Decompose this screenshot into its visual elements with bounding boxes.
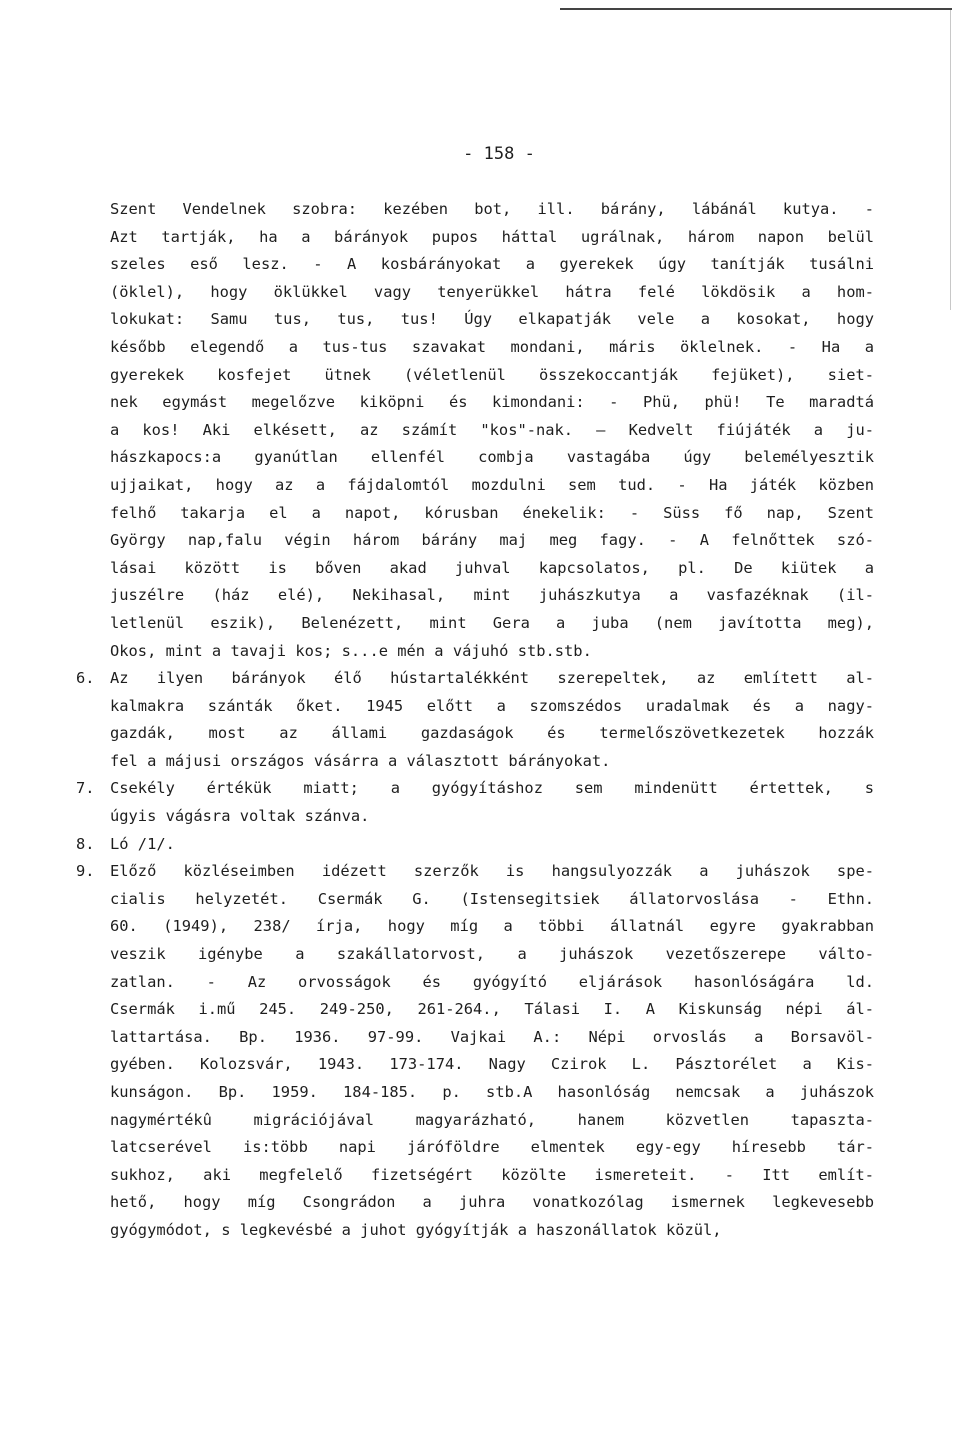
text-line [110,720,874,748]
line-text: gazdák, most az állami gazdaságok és termelőszövetkezetek hozzák [110,724,874,743]
text-line [110,638,874,666]
line-text: Előző közléseimben idézett szerzők is hangsulyozzák a juhászok spe- [110,862,874,881]
text-line [76,775,874,803]
top-scan-rule [560,8,952,10]
text-line [110,941,874,969]
line-text: Az ilyen bárányok élő hústartalékként szerepeltek, az említett al- [110,669,874,688]
line-text: fel a májusi országos vásárra a választott bárányokat. [110,751,611,770]
text-line [110,1189,874,1217]
line-text: később elegendő a tus-tus szavakat mondani, máris öklelnek. - Ha a [110,337,874,356]
text-line [110,196,874,224]
line-text: zatlan. - Az orvosságok és gyógyító eljárások hasonlóságára ld. [110,972,874,991]
line-text: Azt tartják, ha a bárányok pupos háttal ugrálnak, három napon belül [110,227,874,246]
text-line [76,858,874,886]
line-text: hászkapocs:a gyanútlan ellenfél combja vastagába úgy belemélyesztik [110,448,874,467]
line-text: kalmakra szánták őket. 1945 előtt a szomszédos uradalmak és a nagy- [110,696,874,715]
line-text: gyében. Kolozsvár, 1943. 173-174. Nagy Czirok L. Pásztorélet a Kis- [110,1055,874,1074]
text-line [110,444,874,472]
document-body [76,196,874,1245]
text-line [110,224,874,252]
line-text: (öklel), hogy öklükkel vagy tenyerükkel hátra felé lökdösik a hom- [110,282,874,301]
line-text: Csekély értékük miatt; a gyógyításhoz sem mindenütt értettek, s [110,779,874,798]
text-line [110,803,874,831]
line-text: Okos, mint a tavaji kos; s...e mén a vájuhó stb.stb. [110,641,592,660]
text-line [110,886,874,914]
text-line [110,1024,874,1052]
text-line [110,1134,874,1162]
note-number: 9. [76,862,95,881]
text-line [110,1051,874,1079]
text-line [110,527,874,555]
line-text: ujjaikat, hogy az a fájdalomtól mozdulni sem tud. - Ha játék közben [110,475,874,494]
text-line [110,279,874,307]
text-line [110,1162,874,1190]
line-text: latcserével is:több napi járóföldre elmentek egy-egy híresebb tár- [110,1138,874,1157]
note-number: 6. [76,669,95,688]
line-text: gyógymódot, s legkevésbé a juhot gyógyítják a haszonállatok közül, [110,1220,722,1239]
line-text: 60. (1949), 238/ írja, hogy míg a többi állatnál egyre gyakrabban [110,917,874,936]
line-text: szeles eső lesz. - A kosbárányokat a gyerekek úgy tanítják tusálni [110,255,874,274]
text-line [110,555,874,583]
text-line [110,969,874,997]
text-line [76,665,874,693]
line-text: a kos! Aki elkésett, az számít "kos"-nak. — Kedvelt fiújáték a ju- [110,420,874,439]
line-text: György nap,falu végin három bárány maj meg fagy. - A felnőttek szó- [110,531,874,550]
note-number: 8. [76,834,95,853]
line-text: kunságon. Bp. 1959. 184-185. p. stb.A hasonlóság nemcsak a juhászok [110,1083,874,1101]
line-text: felhő takarja el a napot, kórusban énekelik: - Süss fő nap, Szent [110,503,874,522]
line-text: úgyis vágásra voltak szánva. [110,807,370,826]
text-line [110,1107,874,1135]
text-line [110,306,874,334]
text-line [110,582,874,610]
text-line [76,831,874,859]
line-text: cialis helyzetét. Csermák G. (Istensegitsiek állatorvoslása - Ethn. [110,889,874,908]
text-line [110,748,874,776]
line-text: lattartása. Bp. 1936. 97-99. Vajkai A.: Népi orvoslás a Borsavöl- [110,1027,874,1046]
text-line [110,417,874,445]
line-text: sukhoz, aki megfelelő fizetségért közölte ismereteit. - Itt említ- [110,1165,874,1184]
text-line [110,500,874,528]
line-text: letlenül eszik), Belenézett, mint Gera a juba (nem javította meg), [110,613,874,632]
text-line [110,913,874,941]
text-line [110,693,874,721]
line-text: nek egymást megelőzve kiköpni és kimondani: - Phü, phü! Te maradtá [110,393,874,412]
line-text: veszik igénybe a szakállatorvost, a juhászok vezetőszerepe válto- [110,945,874,964]
line-text: nagymértékû migrációjával magyarázható, hanem közvetlen tapaszta- [110,1110,874,1129]
line-text: Szent Vendelnek szobra: kezében bot, ill. bárány, lábánál kutya. - [110,200,874,218]
line-text: lásai között is bőven akad juhval kapcsolatos, pl. De kiütek a [110,558,874,577]
text-line [110,1079,874,1107]
line-text: gyerekek kosfejet ütnek (véletlenül összekoccantják fejüket), siet- [110,365,874,384]
note-number: 7. [76,779,95,798]
text-line [110,472,874,500]
line-text: hető, hogy míg Csongrádon a juhra vonatkozólag ismernek legkevesebb [110,1193,874,1212]
line-text: lokukat: Samu tus, tus, tus! Úgy elkapatják vele a kosokat, hogy [110,310,874,329]
text-line [110,389,874,417]
page-number: - 158 - [463,144,535,164]
text-line [110,362,874,390]
line-text: Ló /1/. [110,834,175,853]
text-line [110,610,874,638]
line-text: Csermák i.mű 245. 249-250, 261-264., Tálasi I. A Kiskunság népi ál- [110,1000,874,1019]
text-line [110,996,874,1024]
line-text: juszélre (ház elé), Nekihasal, mint juhászkutya a vasfazéknak (il- [110,586,874,605]
text-line [110,1217,874,1245]
text-line [110,334,874,362]
text-line [110,251,874,279]
